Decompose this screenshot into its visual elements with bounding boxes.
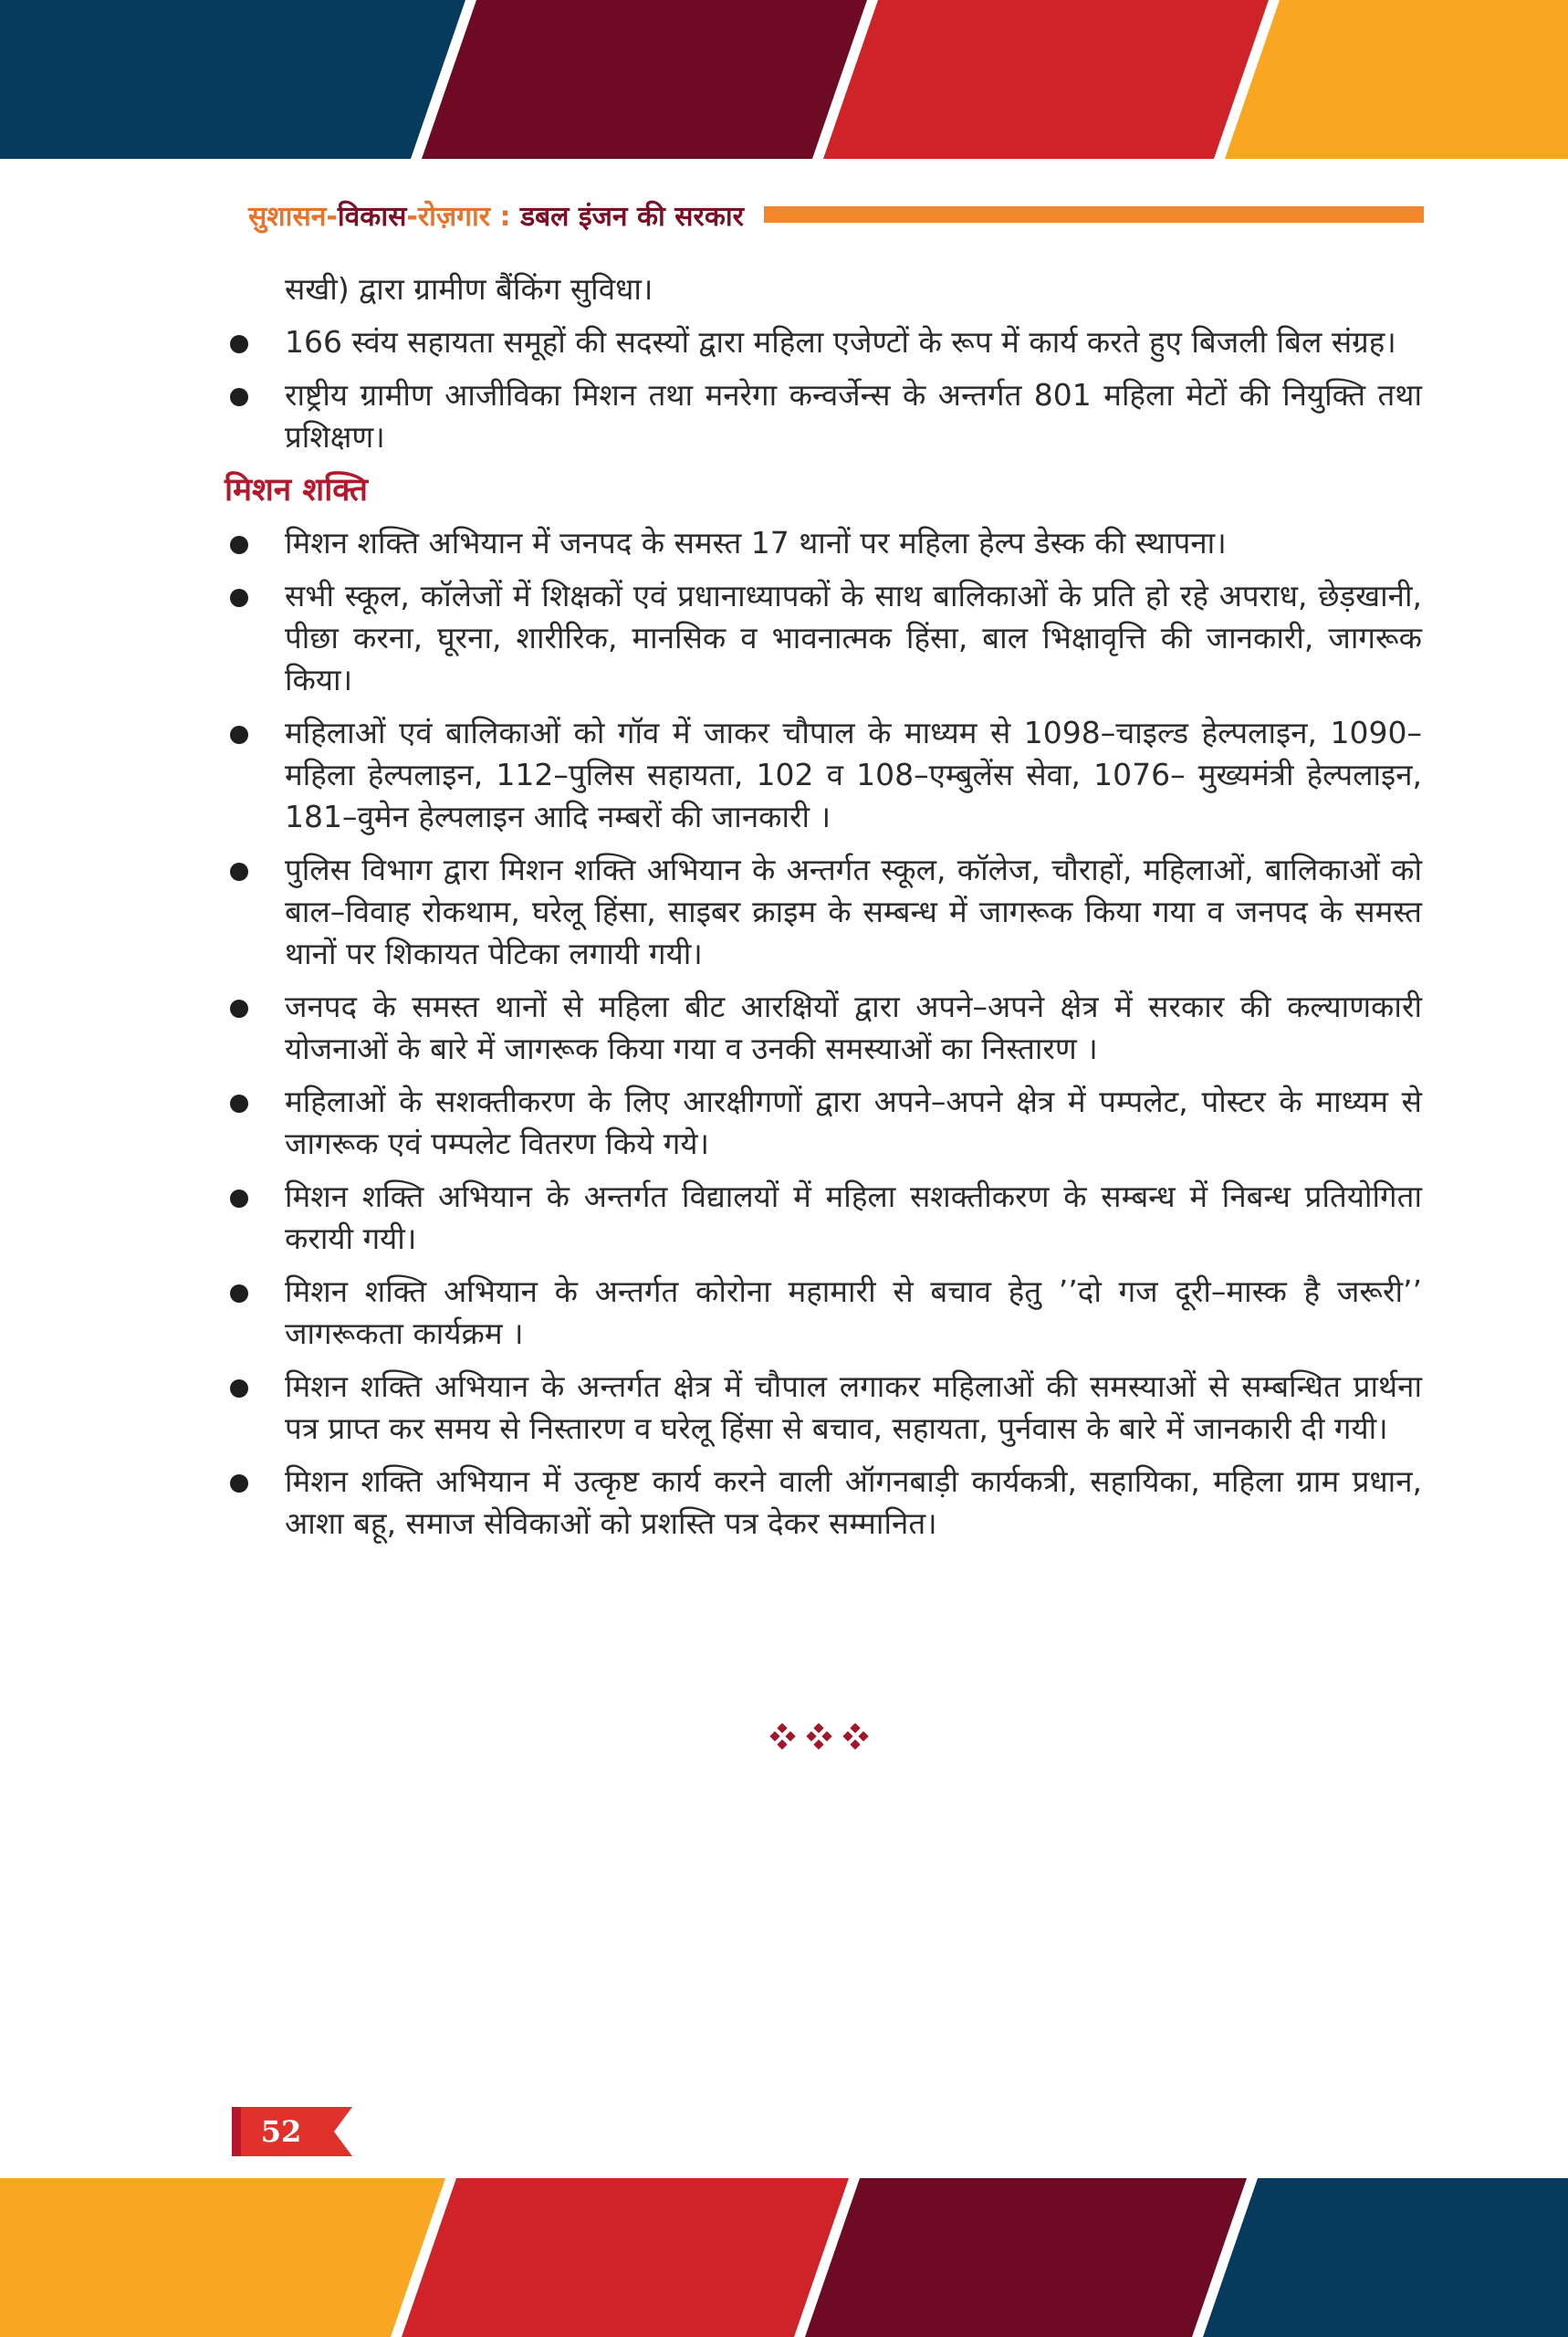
list-item [225,575,1422,701]
page-content [225,268,1422,1556]
list-item [225,374,1422,458]
list-item-text: मिशन शक्ति अभियान में उत्कृष्ट कार्य करने वाली ऑगनबाड़ी कार्यकत्री, सहायिका, महिला ग्राम प्रधान, आशा बहू, समाज सेविकाओं को प्रशस्ति पत्र देकर सम्मानित। [285,1463,1422,1541]
list-item [225,321,1422,363]
bullet-dot-icon [230,1379,248,1398]
list-item-text: महिलाओं एवं बालिकाओं को गॉव में जाकर चौपाल के माध्यम से 1098–चाइल्ड हेल्पलाइन, 1090–महिला हेल्पलाइन, 112–पुलिस सहायता, 102 व 108–एम्बुलेंस सेवा, 1076– मुख्यमंत्री हेल्पलाइन, 181–वुमेन हेल्पलाइन आदि नम्बरों की जानकारी । [285,715,1422,834]
bullet-dot-icon [230,1284,248,1303]
list-item [225,986,1422,1070]
bullet-dot-icon [230,388,248,406]
running-header [248,192,1424,237]
list-item [225,1461,1422,1545]
header-rule [764,206,1424,223]
list-item-text: मिशन शक्ति अभियान के अन्तर्गत विद्यालयों में महिला सशक्तीकरण के सम्बन्ध में निबन्ध प्रतियोगिता करायी गयी। [285,1179,1422,1256]
running-header-title [248,196,744,234]
list-item [225,849,1422,975]
lead-continuation: सखी) द्वारा ग्रामीण बैंकिंग सुविधा। [285,271,653,307]
list-item-text: सभी स्कूल, कॉलेजों में शिक्षकों एवं प्रधानाध्यापकों के साथ बालिकाओं के प्रति हो रहे अपराध, छेड़खानी, पीछा करना, घूरना, शारीरिक, मानसिक व भावनात्मक हिंसा, बाल भिक्षावृत्ति की जानकारी, जागरूक किया। [285,578,1422,697]
bullet-dot-icon [230,863,248,881]
list-item [225,522,1422,564]
page-number: 52 [260,2114,302,2149]
bullet-dot-icon [230,589,248,607]
bullet-dot-icon [230,1189,248,1208]
list-item [225,712,1422,838]
list-item-text: मिशन शक्ति अभियान में जनपद के समस्त 17 थानों पर महिला हेल्प डेस्क की स्थापना। [285,525,1227,561]
intro-bullet-list [225,321,1422,458]
three-diamond-fleuron-icon [765,1718,874,1755]
mission-bullet-list [225,522,1422,1545]
list-item-text: महिलाओं के सशक्तीकरण के लिए आरक्षीगणों द्वारा अपने–अपने क्षेत्र में पम्पलेट, पोस्टर के माध्यम से जागरूक एवं पम्पलेट वितरण किये गये। [285,1084,1422,1161]
bullet-dot-icon [230,536,248,554]
header-part-3: -रोज़गार : [406,200,520,233]
header-part-2: विकास [337,200,407,233]
list-item-text: मिशन शक्ति अभियान के अन्तर्गत क्षेत्र में चौपाल लगाकर महिलाओं की समस्याओं से सम्बन्धित प्रार्थना पत्र प्राप्त कर समय से निस्तारण व घरेलू हिंसा से बचाव, सहायता, पुर्नवास के बारे में जानकारी दी गयी। [285,1368,1422,1446]
list-item [225,1081,1422,1165]
bullet-dot-icon [230,335,248,353]
bullet-dot-icon [230,1474,248,1493]
section-heading: मिशन शक्ति [225,471,368,508]
list-item [225,1176,1422,1260]
bullet-dot-icon [230,1000,248,1018]
header-part-1: सुशासन- [248,200,338,233]
list-item [225,1271,1422,1355]
list-item-text: 166 स्वंय सहायता समूहों की सदस्यों द्वारा महिला एजेण्टों के रूप में कार्य करते हुए बिजली बिल संग्रह। [285,324,1396,360]
list-item-text: पुलिस विभाग द्वारा मिशन शक्ति अभियान के अन्तर्गत स्कूल, कॉलेज, चौराहों, महिलाओं, बालिकाओं को बाल–विवाह रोकथाम, घरेलू हिंसा, साइबर क्राइम के सम्बन्ध में जागरूक किया गया व जनपद के समस्त थानों पर शिकायत पेटिका लगायी गयी। [285,852,1422,971]
top-color-band [0,0,1568,159]
bullet-dot-icon [230,726,248,744]
bullet-dot-icon [230,1095,248,1113]
list-item-text: जनपद के समस्त थानों से महिला बीट आरक्षियों द्वारा अपने–अपने क्षेत्र में सरकार की कल्याणकारी योजनाओं के बारे में जागरूक किया गया व उनकी समस्याओं का निस्तारण । [285,989,1422,1066]
header-part-4: डबल इंजन की सरकार [519,200,744,233]
list-item-text: राष्ट्रीय ग्रामीण आजीविका मिशन तथा मनरेगा कन्वर्जेन्स के अन्तर्गत 801 महिला मेटों की नियुक्ति तथा प्रशिक्षण। [285,377,1422,455]
bottom-color-band [0,2178,1568,2337]
list-item [225,1366,1422,1450]
list-item-text: मिशन शक्ति अभियान के अन्तर्गत कोरोना महामारी से बचाव हेतु ’’दो गज दूरी–मास्क है जरूरी’’ जागरूकता कार्यक्रम । [285,1273,1422,1351]
